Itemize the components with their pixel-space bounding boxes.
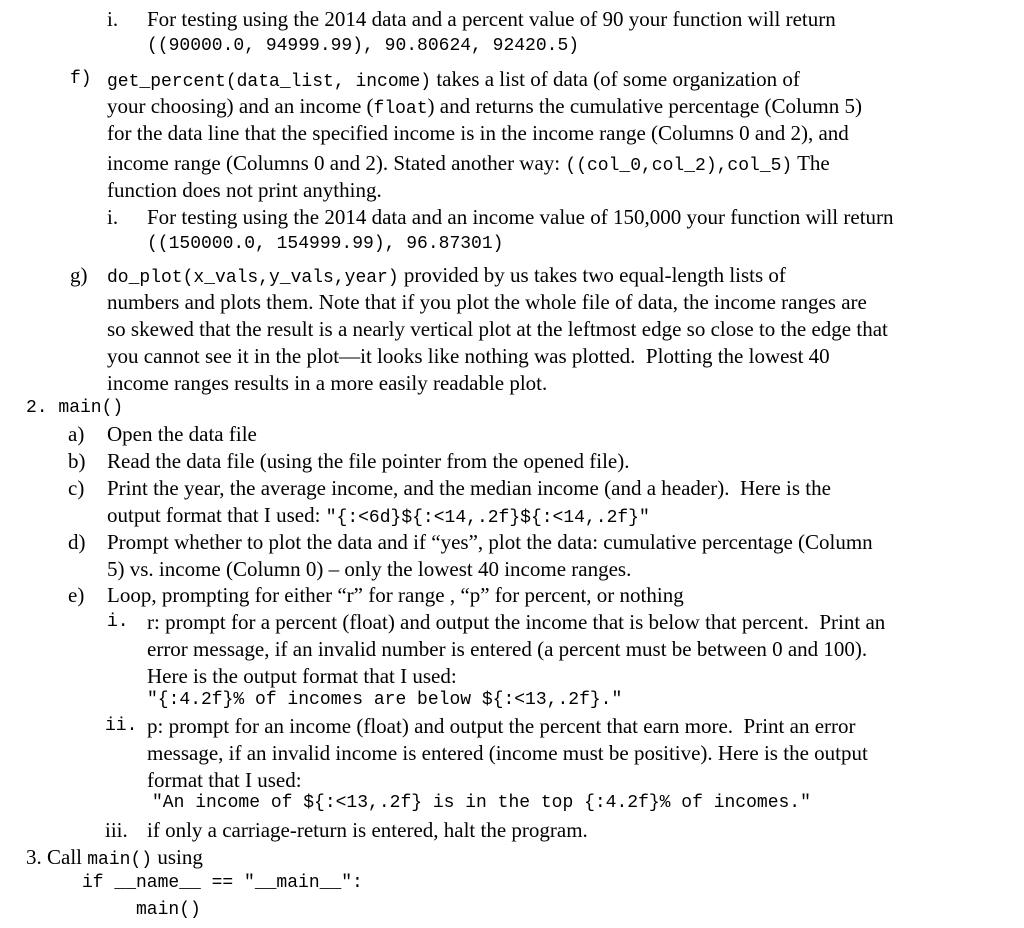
step-e-i-line-3: Here is the output format that I used: <box>147 664 457 688</box>
step-d-marker: d) <box>68 530 86 554</box>
item-g-line-2: numbers and plots them. Note that if you plot the whole file of data, the income ranges are <box>107 290 867 314</box>
item-f-line-4: income range (Columns 0 and 2). Stated another way: ((col_0,col_2),col_5) The <box>107 151 830 176</box>
step-e-i-line-2: error message, if an invalid number is entered (a percent must be between 0 and 100). <box>147 637 868 661</box>
step-a-text: Open the data file <box>107 422 257 446</box>
step-d-line-2: 5) vs. income (Column 0) – only the lowest 40 income ranges. <box>107 557 632 581</box>
item-f-line-2: your choosing) and an income (float) and returns the cumulative percentage (Column 5) <box>107 94 862 119</box>
step-c-marker: c) <box>68 476 85 500</box>
item-f-sub-marker: i. <box>107 205 119 229</box>
step-e-i-line-1: r: prompt for a percent (float) and output the income that is below that percent. Print an <box>147 610 886 634</box>
item-g-line-1: do_plot(x_vals,y_vals,year) provided by us takes two equal-length lists of <box>107 263 786 288</box>
step-d-line-1: Prompt whether to plot the data and if “yes”, plot the data: cumulative percentage (Column <box>107 530 873 554</box>
step-e-text: Loop, prompting for either “r” for range , “p” for percent, or nothing <box>107 583 684 607</box>
get-percent-signature: get_percent(data_list, income) <box>107 72 432 92</box>
item-f-line-1: get_percent(data_list, income) takes a list of data (of some organization of <box>107 67 800 92</box>
step-e-marker: e) <box>68 583 85 607</box>
step-b-marker: b) <box>68 449 86 473</box>
item-f-line-3: for the data line that the specified income is in the income range (Columns 0 and 2), and <box>107 121 849 145</box>
percent-format-string: "{:4.2f}% of incomes are below ${:<13,.2f}." <box>147 690 623 710</box>
step-c-line-2: output format that I used: "{:<6d}${:<14,.2f}${:<14,.2f}" <box>107 503 650 528</box>
step-a-marker: a) <box>68 422 85 446</box>
item-g-marker: g) <box>70 263 88 287</box>
step-e-i-marker: i. <box>107 612 129 632</box>
main-call-code: main() <box>136 900 201 920</box>
do-plot-signature: do_plot(x_vals,y_vals,year) <box>107 268 399 288</box>
item-g-line-5: income ranges results in a more easily readable plot. <box>107 371 548 395</box>
item-f-marker: f) <box>70 69 92 89</box>
item-f-sub-line-1: For testing using the 2014 data and an income value of 150,000 your function will return <box>147 205 894 229</box>
header-format-string: "{:<6d}${:<14,.2f}${:<14,.2f}" <box>325 508 650 528</box>
item-i-marker: i. <box>107 7 119 31</box>
step-e-iii-marker: iii. <box>105 818 128 842</box>
item-g-line-4: you cannot see it in the plot—it looks like nothing was plotted. Plotting the lowest 40 <box>107 344 830 368</box>
section-2-heading: 2. main() <box>26 398 124 418</box>
item-i-line-1: For testing using the 2014 data and a percent value of 90 your function will return <box>147 7 836 31</box>
item-g-line-3: so skewed that the result is a nearly vertical plot at the leftmost edge so close to the edge that <box>107 317 888 341</box>
step-e-iii-text: if only a carriage-return is entered, halt the program. <box>147 818 588 842</box>
step-b-text: Read the data file (using the file pointer from the opened file). <box>107 449 630 473</box>
step-c-line-1: Print the year, the average income, and the median income (and a header). Here is the <box>107 476 831 500</box>
income-format-string: "An income of ${:<13,.2f} is in the top {:4.2f}% of incomes." <box>152 793 811 813</box>
item-f-sub-code-line: ((150000.0, 154999.99), 96.87301) <box>147 234 504 254</box>
step-e-ii-marker: ii. <box>105 716 138 736</box>
step-e-ii-line-3: format that I used: <box>147 768 302 792</box>
item-f-line-5: function does not print anything. <box>107 178 382 202</box>
step-e-ii-line-2: message, if an invalid income is entered (income must be positive). Here is the output <box>147 741 868 765</box>
item-i-code-line: ((90000.0, 94999.99), 90.80624, 92420.5) <box>147 36 580 56</box>
section-3-heading: 3. Call main() using <box>26 845 203 870</box>
main-guard-code: if __name__ == "__main__": <box>82 873 363 893</box>
step-e-ii-line-1: p: prompt for an income (float) and output the percent that earn more. Print an error <box>147 714 856 738</box>
